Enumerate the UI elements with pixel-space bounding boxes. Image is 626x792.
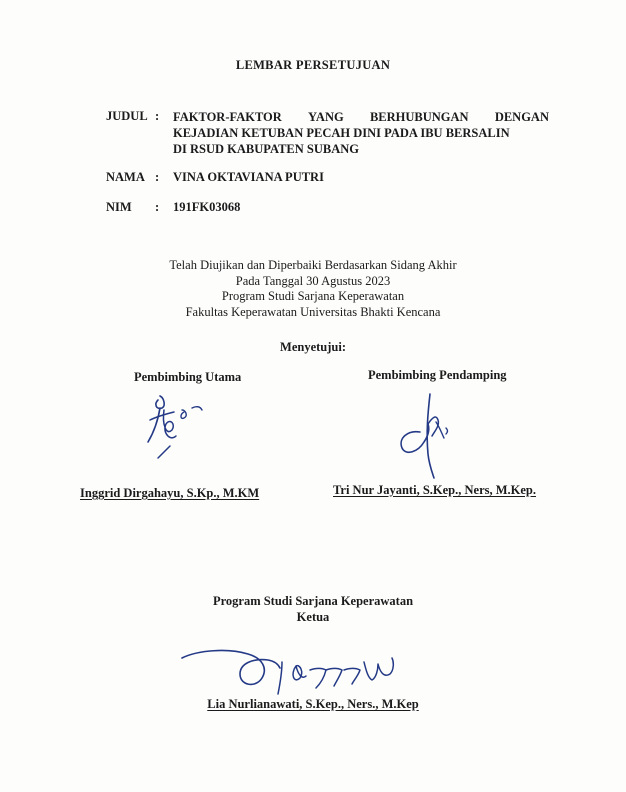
nim-value: 191FK03068 xyxy=(173,200,241,214)
companion-supervisor-role: Pembimbing Pendamping xyxy=(368,368,507,382)
main-supervisor-name: Inggrid Dirgahayu, S.Kp., M.KM xyxy=(80,486,260,500)
head-name: Lia Nurlianawati, S.Kep., Ners., M.Kep xyxy=(207,697,419,711)
companion-supervisor-signature xyxy=(390,392,470,482)
approval-line-3: Program Studi Sarjana Keperawatan xyxy=(221,289,405,303)
judul-line-1 xyxy=(173,109,549,125)
judul-word: FAKTOR-FAKTOR xyxy=(173,110,282,124)
judul-value xyxy=(173,109,549,157)
approval-line-2: Pada Tanggal 30 Agustus 2023 xyxy=(235,273,391,288)
approval-line-1: Telah Diujikan dan Diperbaiki Berdasarkan Sidang Akhir xyxy=(169,258,457,272)
head-signature xyxy=(178,640,418,700)
companion-supervisor-name: Tri Nur Jayanti, S.Kep., Ners, M.Kep. xyxy=(333,483,537,497)
nama-label: NAMA xyxy=(106,170,145,184)
judul-line-2: KEJADIAN KETUBAN PECAH DINI PADA IBU BERSALIN xyxy=(173,126,510,140)
judul-word: DENGAN xyxy=(494,110,549,124)
judul-colon: : xyxy=(155,109,160,123)
nama-value: VINA OKTAVIANA PUTRI xyxy=(173,170,324,184)
judul-word: YANG xyxy=(308,110,344,124)
nim-colon: : xyxy=(155,200,160,214)
head-role: Ketua xyxy=(296,610,330,624)
main-supervisor-role: Pembimbing Utama xyxy=(134,370,242,384)
approval-line-4: Fakultas Keperawatan Universitas Bhakti Kencana xyxy=(185,304,441,319)
judul-word: BERHUBUNGAN xyxy=(369,110,469,124)
nama-colon: : xyxy=(155,170,160,184)
judul-line-3: DI RSUD KABUPATEN SUBANG xyxy=(173,142,360,156)
nim-label: NIM xyxy=(106,200,132,214)
approved-by-label: Menyetujui: xyxy=(280,340,346,354)
approval-statement xyxy=(0,258,626,320)
head-program: Program Studi Sarjana Keperawatan xyxy=(212,594,414,608)
judul-label: JUDUL xyxy=(106,109,148,123)
page-title: LEMBAR PERSETUJUAN xyxy=(235,58,391,72)
main-supervisor-signature xyxy=(140,390,220,465)
